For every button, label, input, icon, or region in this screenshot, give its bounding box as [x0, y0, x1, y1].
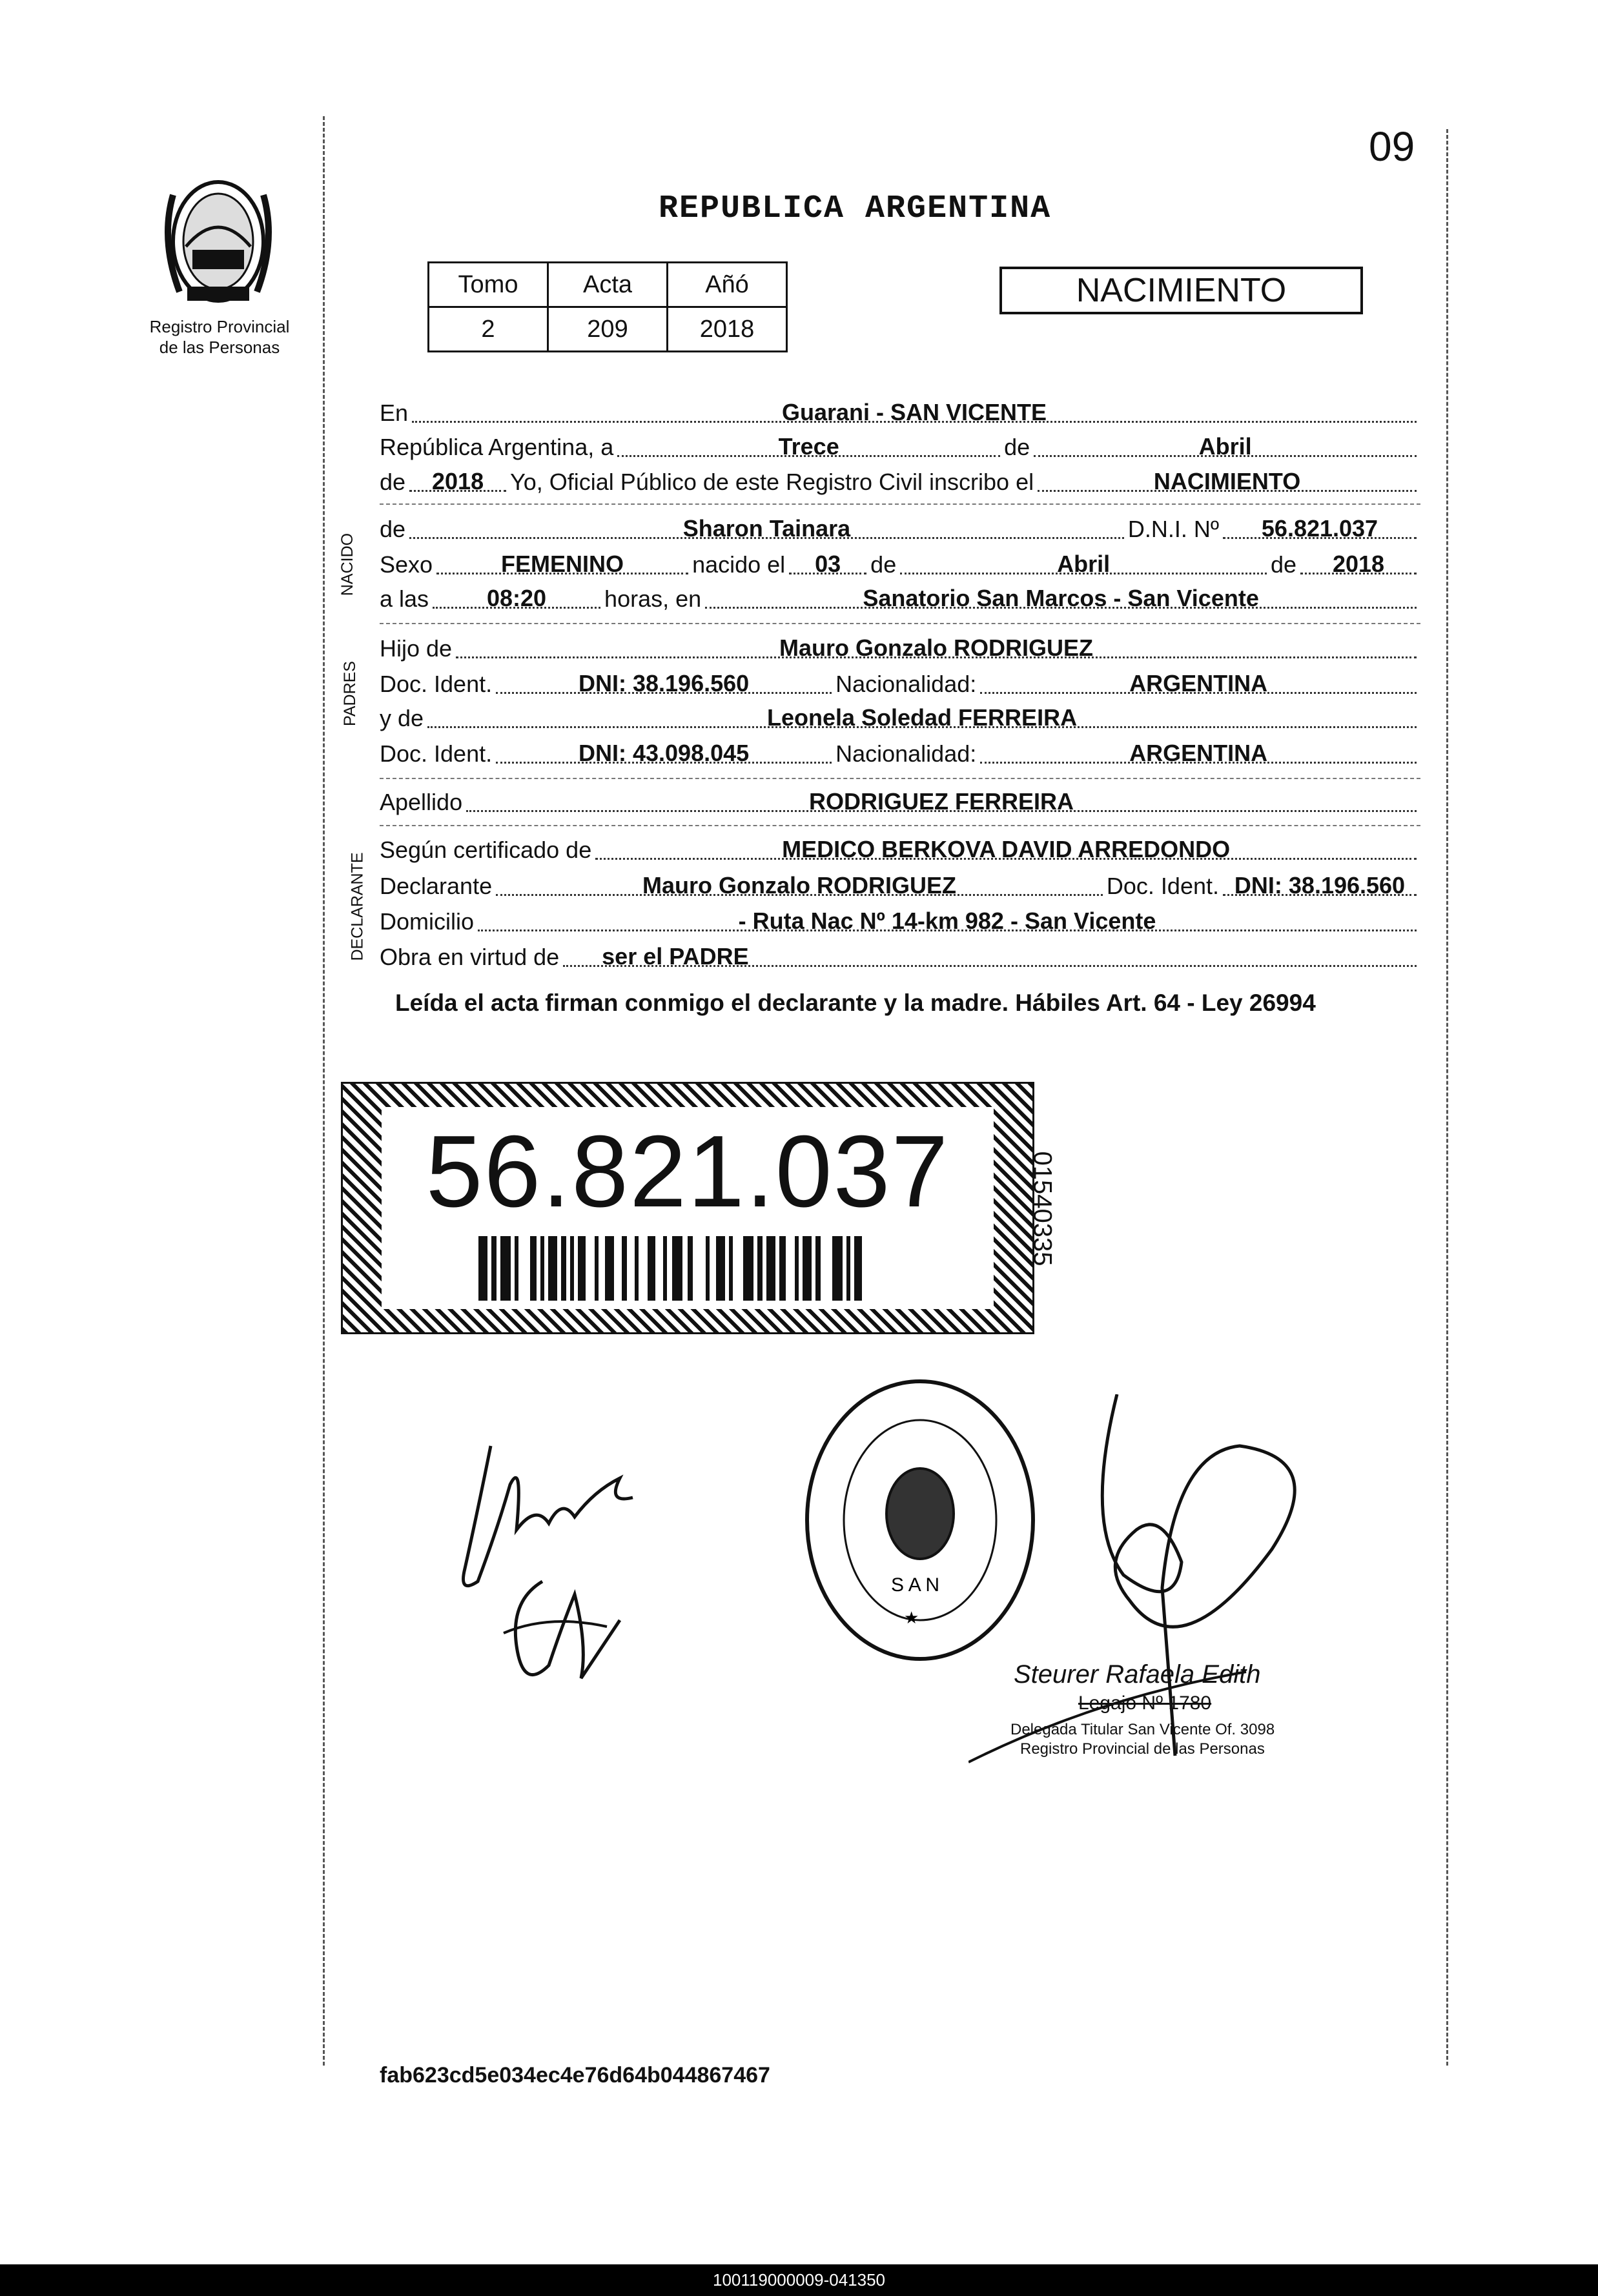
field-dia	[617, 427, 1000, 460]
field-en	[412, 392, 1417, 423]
official-cargo: Delegada Titular San Vicente Of. 3098	[1010, 1721, 1275, 1738]
row-y-de	[380, 702, 1420, 735]
value-lugar: Sanatorio San Marcos - San Vicente	[863, 585, 1259, 611]
label-nombre: de	[380, 516, 406, 542]
value-padre-nac: ARGENTINA	[1129, 670, 1268, 696]
field-nac-dia	[789, 544, 866, 577]
emblem-icon	[147, 169, 289, 311]
field-domicilio	[478, 901, 1417, 934]
table-header-anio: Añó	[668, 263, 787, 307]
field-anio	[409, 462, 506, 492]
side-label-declarante: DECLARANTE	[348, 852, 367, 961]
row-padre-doc	[380, 668, 1420, 700]
value-mes: Abril	[1198, 433, 1252, 460]
barcode-icon	[478, 1236, 892, 1301]
table-value-tomo: 2	[429, 307, 548, 352]
field-obra	[563, 937, 1417, 970]
value-padre-doc: DNI: 38.196.560	[579, 670, 750, 696]
row-en	[380, 397, 1420, 429]
label-nacido-el: nacido el	[692, 551, 786, 578]
field-nac-mes	[900, 544, 1267, 577]
label-horas-en: horas, en	[604, 585, 702, 612]
section-separator	[380, 623, 1420, 624]
side-label-nacido: NACIDO	[338, 533, 357, 596]
value-inscribo: NACIMIENTO	[1153, 468, 1301, 494]
field-apellido	[466, 782, 1417, 815]
side-label-padres: PADRES	[340, 661, 359, 726]
svg-text:★: ★	[904, 1608, 919, 1627]
table-value-anio: 2018	[668, 307, 787, 352]
right-margin-rule	[1446, 129, 1448, 2066]
value-domicilio: - Ruta Nac Nº 14-km 982 - San Vicente	[738, 908, 1156, 934]
dni-number-box	[341, 1082, 1034, 1334]
official-name: Steurer Rafaela Edith	[1014, 1660, 1261, 1689]
label-sexo: Sexo	[380, 551, 433, 578]
value-madre: Leonela Soledad FERREIRA	[766, 704, 1078, 731]
value-certificado: MEDICO BERKOVA DAVID ARREDONDO	[782, 836, 1231, 862]
tomo-acta-anio-table	[427, 261, 788, 352]
label-declarante: Declarante	[380, 873, 493, 899]
value-hora: 08:20	[487, 585, 547, 611]
label-nacionalidad: Nacionalidad:	[835, 740, 977, 767]
row-madre-doc	[380, 738, 1420, 770]
label-nacionalidad: Nacionalidad:	[835, 671, 977, 697]
field-dni	[1223, 509, 1417, 542]
section-separator	[380, 503, 1420, 505]
table-header-acta: Acta	[548, 263, 668, 307]
label-doc-ident: Doc. Ident.	[380, 740, 493, 767]
dni-number-inner	[382, 1107, 994, 1309]
value-nac-anio: 2018	[1332, 551, 1385, 577]
label-certificado: Según certificado de	[380, 837, 592, 863]
value-padre: Mauro Gonzalo RODRIGUEZ	[779, 635, 1094, 661]
official-legajo: Legajo Nº 1780	[1078, 1692, 1212, 1714]
field-certificado	[595, 829, 1417, 860]
label-apellido: Apellido	[380, 789, 463, 815]
row-hora-lugar	[380, 583, 1420, 615]
label-hijo-de: Hijo de	[380, 635, 453, 662]
label-doc-ident: Doc. Ident.	[380, 671, 493, 697]
field-madre	[427, 698, 1417, 731]
legal-note: Leída el acta firman conmigo el declarante y la madre. Hábiles Art. 64 - Ley 26994	[395, 990, 1316, 1016]
section-separator	[380, 825, 1420, 826]
table-header-tomo: Tomo	[429, 263, 548, 307]
label-republica: República Argentina, a	[380, 434, 614, 460]
field-sexo	[436, 544, 688, 577]
document-title: REPUBLICA ARGENTINA	[659, 190, 1052, 227]
label-nac-de2: de	[1270, 551, 1296, 578]
label-dni: D.N.I. Nº	[1127, 516, 1219, 542]
official-entidad: Registro Provincial de las Personas	[1020, 1740, 1265, 1758]
field-padre-nac	[980, 664, 1417, 694]
value-obra: ser el PADRE	[602, 943, 749, 970]
logo-caption	[123, 316, 316, 358]
side-serial-number	[1028, 1130, 1081, 1285]
row-domicilio	[380, 906, 1420, 938]
value-nac-mes: Abril	[1057, 551, 1111, 577]
dni-number: 56.821.037	[425, 1115, 950, 1228]
value-anio: 2018	[432, 468, 484, 494]
label-y-de: y de	[380, 705, 424, 731]
field-nac-anio	[1300, 544, 1417, 577]
value-dni: 56.821.037	[1261, 515, 1378, 542]
row-nombre	[380, 513, 1420, 545]
field-hora	[433, 578, 600, 609]
declarant-signature-icon	[452, 1433, 659, 1704]
label-de-mes: de	[1004, 434, 1030, 460]
value-nombre: Sharon Tainara	[682, 515, 851, 542]
field-declarante	[496, 866, 1103, 899]
field-nombre	[409, 509, 1124, 542]
row-certificado	[380, 834, 1420, 866]
page-number: 09	[1369, 123, 1415, 170]
table-value-acta: 209	[548, 307, 668, 352]
logo-caption-line1: Registro Provincial	[149, 317, 290, 336]
value-nac-dia: 03	[815, 551, 841, 577]
field-madre-nac	[980, 733, 1417, 764]
field-inscribo	[1038, 462, 1417, 492]
section-separator	[380, 778, 1420, 779]
label-inscribo: Yo, Oficial Público de este Registro Civil inscribo el	[510, 469, 1034, 495]
row-sexo	[380, 549, 1420, 581]
row-declarante	[380, 870, 1420, 902]
field-padre	[456, 628, 1417, 661]
row-apellido	[380, 786, 1420, 818]
province-emblem-logo	[147, 169, 289, 311]
row-republica	[380, 431, 1420, 463]
field-declarante-doc	[1223, 866, 1417, 899]
value-en: Guarani - SAN VICENTE	[781, 399, 1047, 425]
field-madre-doc	[496, 733, 832, 764]
side-serial-text: 01540335	[1028, 1151, 1057, 1266]
logo-caption-line2: de las Personas	[159, 338, 280, 357]
record-type-box: NACIMIENTO	[999, 267, 1363, 314]
footer-code: 100119000009-041350	[0, 2264, 1598, 2296]
label-obra: Obra en virtud de	[380, 944, 560, 970]
document-hash: fab623cd5e034ec4e76d64b044867467	[380, 2063, 770, 2088]
label-de-anio: de	[380, 469, 406, 495]
value-declarante-doc: DNI: 38.196.560	[1234, 872, 1406, 899]
svg-text:S A N: S A N	[891, 1574, 940, 1596]
field-padre-doc	[496, 664, 832, 694]
field-lugar	[705, 578, 1417, 609]
row-obra	[380, 941, 1420, 973]
label-en: En	[380, 400, 409, 426]
row-hijo-de	[380, 633, 1420, 665]
label-domicilio: Domicilio	[380, 908, 475, 935]
value-declarante: Mauro Gonzalo RODRIGUEZ	[642, 872, 956, 899]
value-sexo: FEMENINO	[501, 551, 624, 577]
label-declarante-doc: Doc. Ident.	[1106, 873, 1219, 899]
label-alas: a las	[380, 585, 429, 612]
field-mes	[1034, 427, 1417, 460]
value-apellido: RODRIGUEZ FERREIRA	[809, 788, 1074, 815]
left-margin-rule	[323, 116, 325, 2066]
value-madre-doc: DNI: 43.098.045	[579, 740, 750, 766]
value-dia: Trece	[778, 433, 839, 460]
label-nac-de: de	[870, 551, 897, 578]
row-inscribo	[380, 466, 1420, 498]
value-madre-nac: ARGENTINA	[1129, 740, 1268, 766]
